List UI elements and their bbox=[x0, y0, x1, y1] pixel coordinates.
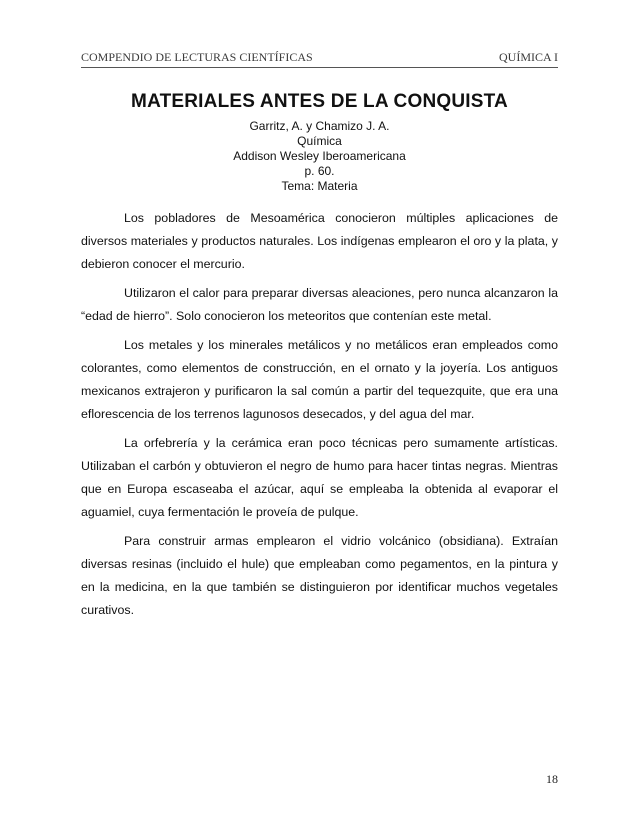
document-title: MATERIALES ANTES DE LA CONQUISTA bbox=[131, 91, 508, 112]
header-rule bbox=[81, 67, 558, 68]
paragraph-4: La orfebrería y la cerámica eran poco técnicas pero sumamente artísticas. Utilizaban el carbón y obtuvieron el negro de humo para hacer tintas negras. Mientras que en Europa escaseaba el azúcar, aquí se empleaba la obtenida al evaporar el aguamiel, cuya fermentación le proveía de pulque. bbox=[81, 436, 558, 519]
paragraph-1: Los pobladores de Mesoamérica conocieron múltiples aplicaciones de diversos materiales y productos naturales. Los indígenas emplearon el oro y la plata, y debieron conocer el mercurio. bbox=[81, 211, 558, 271]
page-number: 18 bbox=[546, 772, 558, 786]
header-subject: QUÍMICA I bbox=[499, 50, 558, 64]
citation-page: p. 60. bbox=[304, 164, 335, 178]
paragraph-2: Utilizaron el calor para preparar diversas aleaciones, pero nunca alcanzaron la “edad de hierro”. Solo conocieron los meteoritos que contenían este metal. bbox=[81, 286, 558, 323]
source-citation bbox=[81, 119, 558, 194]
paragraph-5: Para construir armas emplearon el vidrio volcánico (obsidiana). Extraían diversas resinas (incluido el hule) que empleaban como pegamentos, en la pintura y en la medicina, en la que también se distinguieron por identificar muchos vegetales curativos. bbox=[81, 534, 558, 617]
body-text bbox=[81, 207, 558, 628]
citation-publisher: Addison Wesley Iberoamericana bbox=[233, 149, 406, 163]
paragraph-3: Los metales y los minerales metálicos y no metálicos eran empleados como colorantes, como elementos de construcción, en el ornato y la joyería. Los antiguos mexicanos extrajeron y purificaron la sal común a partir del tequezquite, que era una eflorescencia de los terrenos lagunosos desecados, y del agua del mar. bbox=[81, 338, 558, 421]
citation-authors: Garritz, A. y Chamizo J. A. bbox=[249, 119, 390, 133]
citation-book: Química bbox=[297, 134, 342, 148]
header-compendium-title: COMPENDIO DE LECTURAS CIENTÍFICAS bbox=[81, 50, 313, 64]
citation-topic: Tema: Materia bbox=[281, 179, 358, 193]
